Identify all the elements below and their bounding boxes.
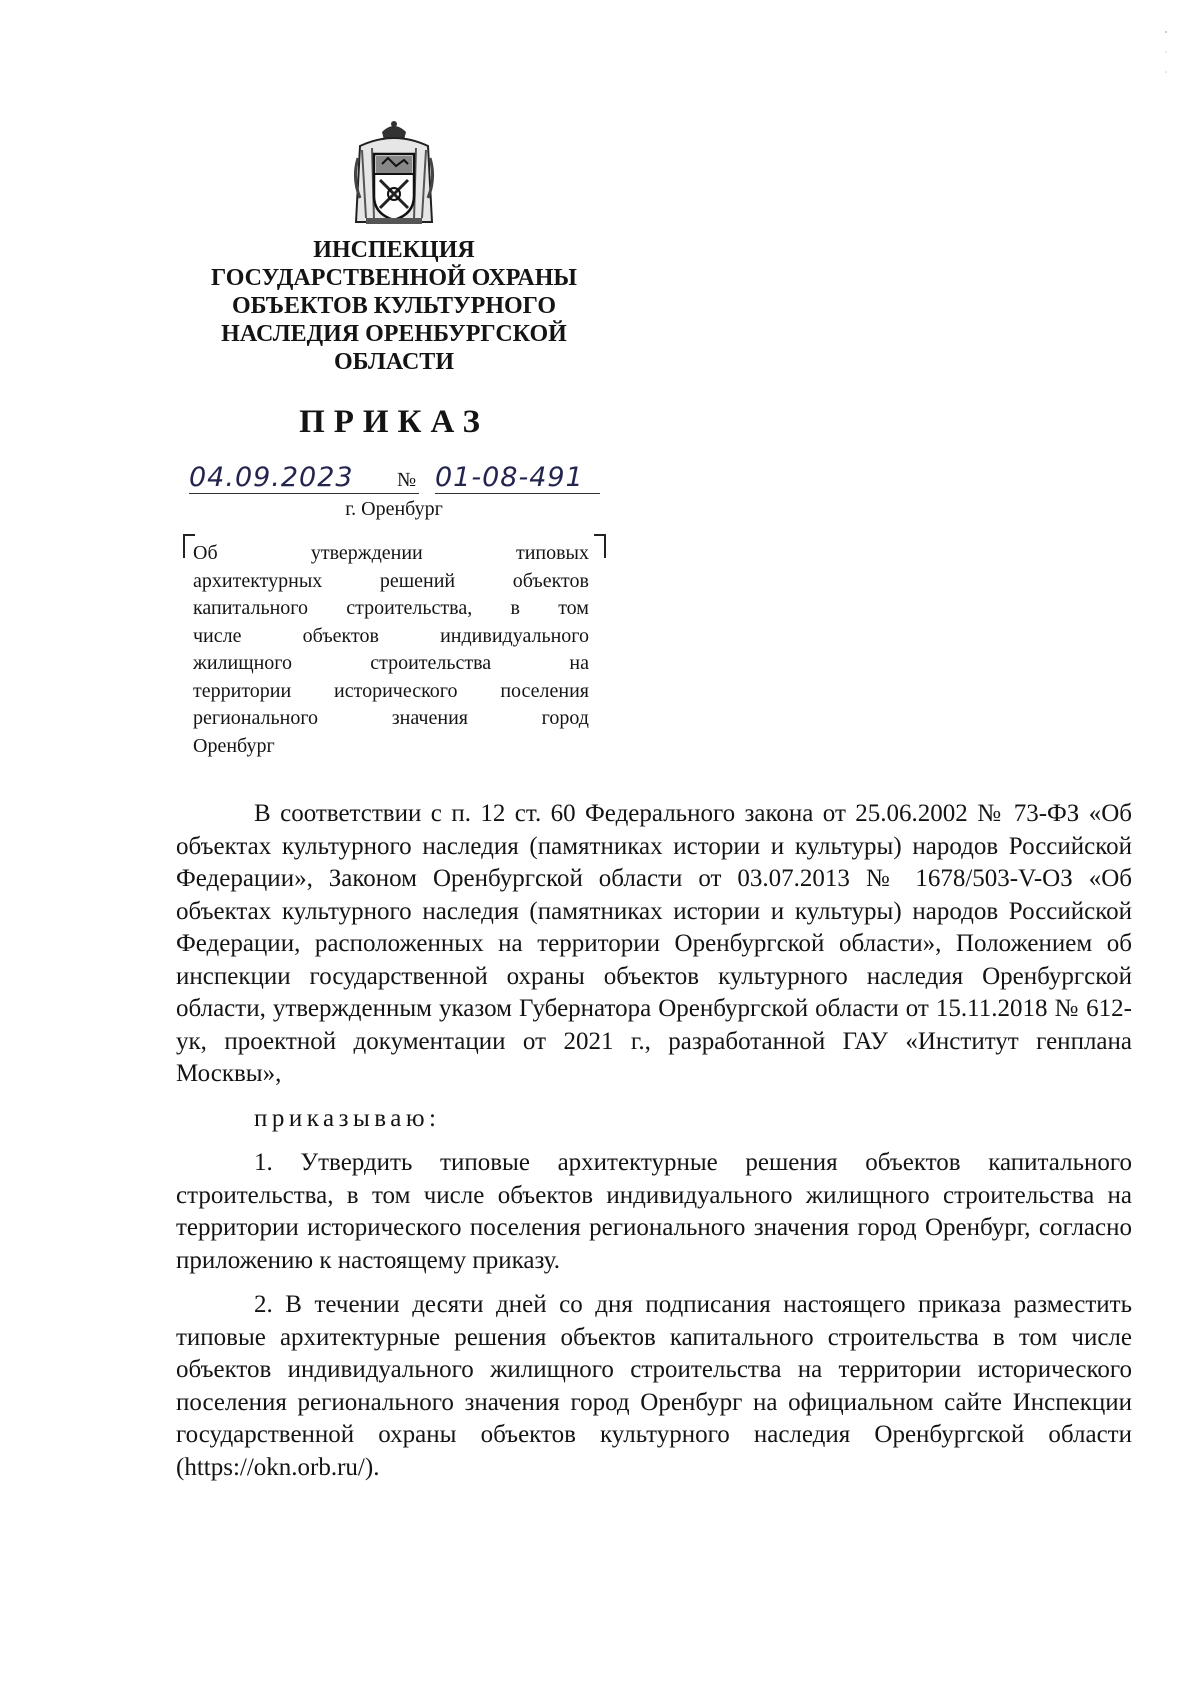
city: г. Оренбург bbox=[345, 498, 443, 520]
agency-line: НАСЛЕДИЯ ОРЕНБУРГСКОЙ bbox=[221, 321, 567, 347]
subject-word: территории bbox=[193, 679, 292, 702]
agency-name bbox=[180, 236, 608, 376]
subject-word: утверждении bbox=[310, 542, 423, 564]
order-subject bbox=[193, 540, 589, 760]
subject-line bbox=[193, 568, 589, 596]
subject-word: поселения bbox=[500, 679, 589, 702]
subject-word: жилищного bbox=[193, 652, 293, 674]
subject-word: регионального bbox=[193, 707, 319, 729]
subject-word: объектов bbox=[512, 569, 589, 592]
subject-word: решений bbox=[379, 569, 456, 592]
subject-line bbox=[193, 540, 589, 568]
agency-line: ГОСУДАРСТВЕННОЙ ОХРАНЫ bbox=[211, 265, 577, 291]
scan-specks-icon bbox=[1163, 28, 1169, 78]
subject-line bbox=[193, 650, 589, 678]
subject-word: объектов bbox=[302, 624, 379, 647]
subject-word: город bbox=[541, 707, 589, 729]
order-word: приказываю: bbox=[254, 1104, 441, 1132]
order-item-1: 1. Утвердить типовые архитектурные решения объектов капитального строительства, в том числе объектов индивидуального жилищного строительства на территории исторического поселения регионального значения город Оренбург, согласно приложению к настоящему приказу. bbox=[176, 1149, 1132, 1274]
subject-line bbox=[193, 705, 589, 733]
agency-line: ИНСПЕКЦИЯ bbox=[313, 237, 475, 263]
subject-word: Об bbox=[193, 542, 218, 564]
subject-line bbox=[193, 623, 589, 651]
handwritten-date: 04.09.2023 bbox=[189, 462, 419, 494]
subject-word: значения bbox=[391, 707, 468, 729]
subject-word: капитального bbox=[193, 597, 308, 619]
subject-line: Оренбург bbox=[193, 734, 275, 757]
subject-word: числе bbox=[193, 624, 242, 647]
subject-word: строительства, bbox=[346, 597, 473, 619]
subject-line bbox=[193, 678, 589, 706]
subject-bracket-right bbox=[594, 534, 606, 558]
coat-of-arms-icon bbox=[352, 118, 436, 230]
number-sign: № bbox=[397, 469, 417, 491]
subject-word: в bbox=[510, 597, 520, 619]
registration-line bbox=[185, 458, 605, 498]
subject-word: строительства bbox=[370, 652, 492, 674]
agency-line: ОБЪЕКТОВ КУЛЬТУРНОГО bbox=[231, 293, 557, 319]
document-type-title: ПРИКАЗ bbox=[299, 404, 489, 440]
subject-word: индивидуального bbox=[440, 624, 589, 647]
subject-word: типовых bbox=[515, 542, 589, 564]
subject-word: том bbox=[558, 597, 589, 619]
subject-word: на bbox=[569, 652, 589, 674]
handwritten-number: 01-08-491 bbox=[435, 462, 600, 494]
subject-word: архитектурных bbox=[193, 569, 323, 592]
agency-line: ОБЛАСТИ bbox=[334, 349, 454, 375]
subject-line bbox=[193, 595, 589, 623]
order-body bbox=[176, 798, 1132, 1484]
preamble-paragraph: В соответствии с п. 12 ст. 60 Федерального закона от 25.06.2002 № 73-ФЗ «Об объектах культурного наследия (памятниках истории и культуры) народов Российской Федерации», Законом Оренбургской области от 03.07.2013 № 1678/503-V-ОЗ «Об объектах культурного наследия (памятниках истории и культуры) народов Российской Федерации, расположенных на территории Оренбургской области», Положением об инспекции государственной охраны объектов культурного наследия Оренбургской области, утвержденным указом Губернатора Оренбургской области от 15.11.2018 № 612-ук, проектной документации от 2021 г., разработанной ГАУ «Институт генплана Москвы», bbox=[176, 800, 1132, 1087]
order-item-2: 2. В течении десяти дней со дня подписания настоящего приказа разместить типовые архитектурные решения объектов капитального строительства в том числе объектов индивидуального жилищного строительства на территории исторического поселения регионального значения город Оренбург на официальном сайте Инспекции государственной охраны объектов культурного наследия Оренбургской области (https://okn.orb.ru/). bbox=[176, 1291, 1132, 1481]
subject-word: исторического bbox=[334, 679, 458, 702]
